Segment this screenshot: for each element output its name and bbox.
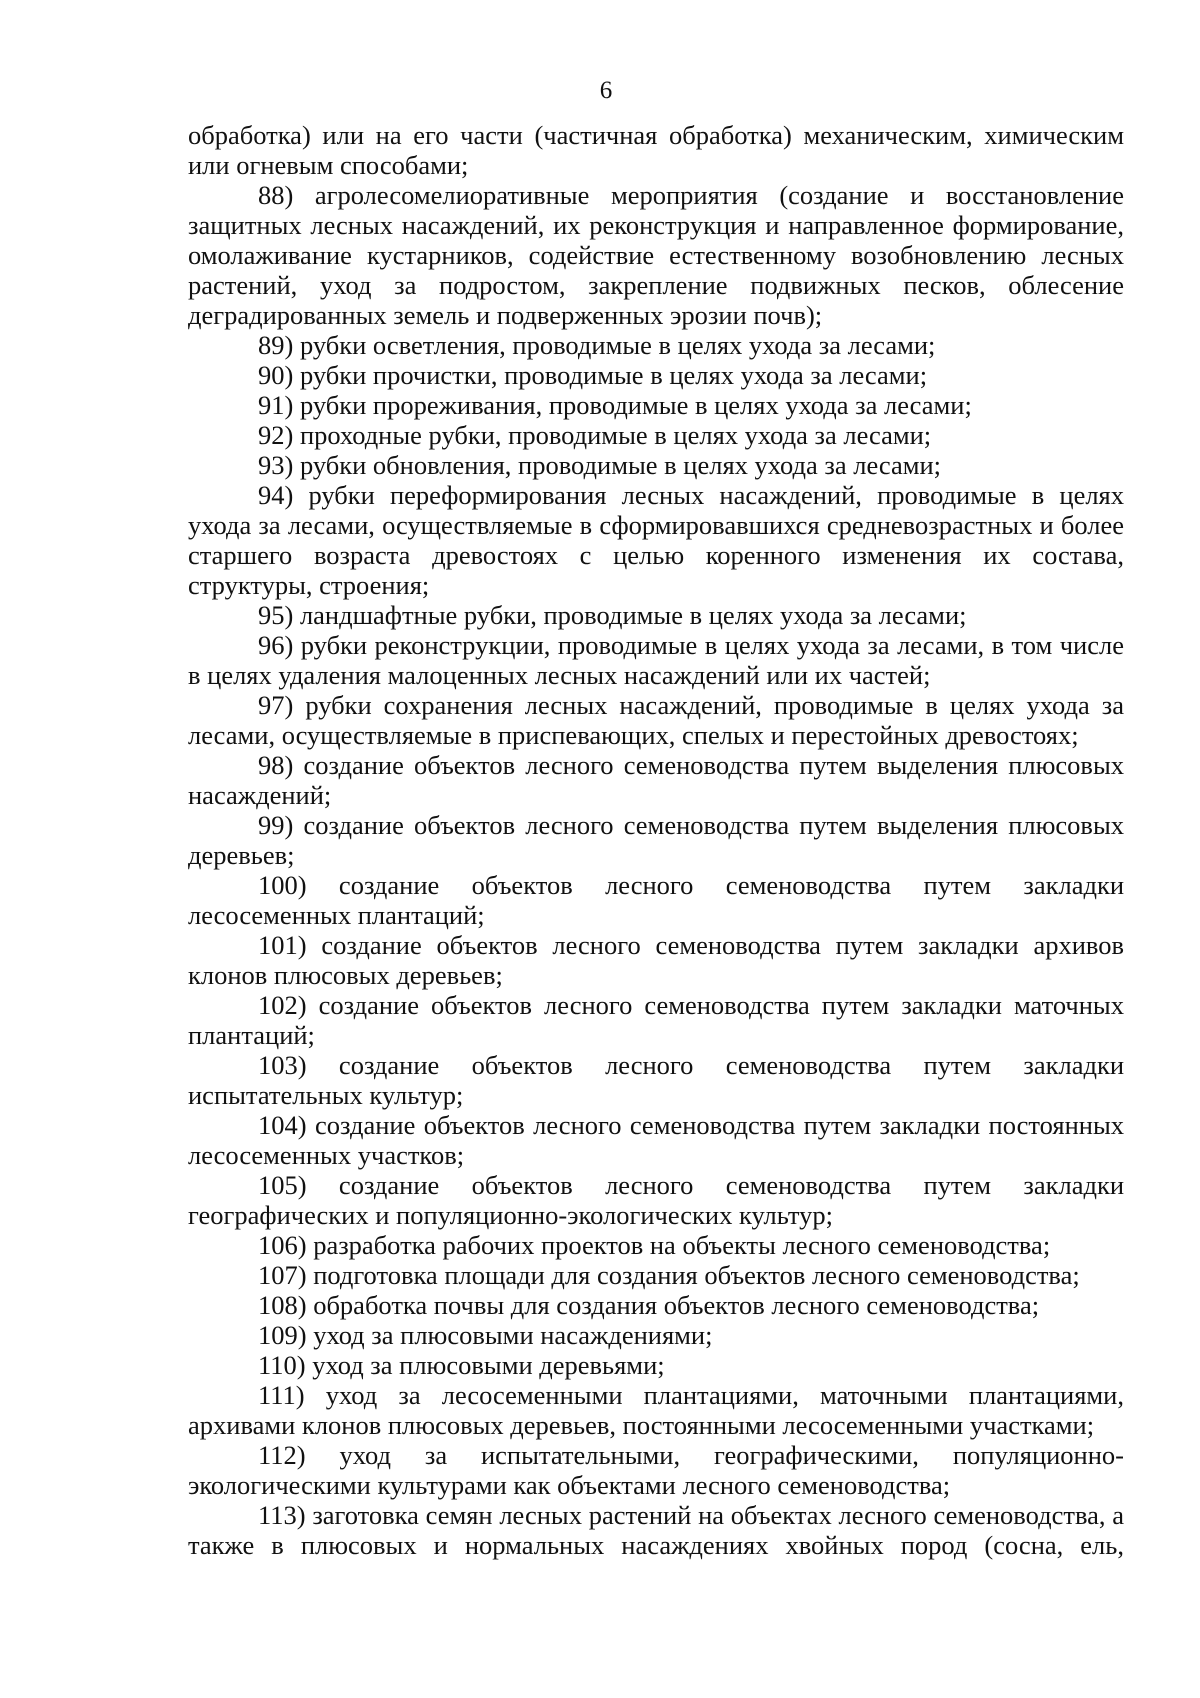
list-item-90: 90) рубки прочистки, проводимые в целях ухода за лесами; [258, 360, 928, 390]
list-item-104: 104) создание объектов лесного семеноводства путем закладки постоянных лесосеменных участков; [188, 1110, 1124, 1170]
list-item-109: 109) уход за плюсовыми насаждениями; [258, 1320, 713, 1350]
list-item-100: 100) создание объектов лесного семеноводства путем закладки лесосеменных плантаций; [188, 870, 1124, 930]
list-item-101: 101) создание объектов лесного семеноводства путем закладки архивов клонов плюсовых деревьев; [188, 930, 1124, 990]
list-item-110: 110) уход за плюсовыми деревьями; [258, 1350, 665, 1380]
list-item-98: 98) создание объектов лесного семеноводства путем выделения плюсовых насаждений; [188, 750, 1124, 810]
list-item-102: 102) создание объектов лесного семеноводства путем закладки маточных плантаций; [188, 990, 1124, 1050]
list-item-89: 89) рубки осветления, проводимые в целях ухода за лесами; [258, 330, 936, 360]
paragraph-continuation: обработка) или на его части (частичная обработка) механическим, химическим или огневым способами; [188, 120, 1124, 180]
list-item-99: 99) создание объектов лесного семеноводства путем выделения плюсовых деревьев; [188, 810, 1124, 870]
list-item-95: 95) ландшафтные рубки, проводимые в целях ухода за лесами; [258, 600, 967, 630]
list-item-107: 107) подготовка площади для создания объектов лесного семеноводства; [258, 1260, 1080, 1290]
list-item-88: 88) агролесомелиоративные мероприятия (создание и восстановление защитных лесных насаждений, их реконструкция и направленное формирование, омолаживание кустарников, содействие естественному возобновлению лесных растений, уход за подростом, закрепление подвижных песков, облесение деградированных земель и подверженных эрозии почв); [188, 180, 1124, 330]
list-item-108: 108) обработка почвы для создания объектов лесного семеноводства; [258, 1290, 1040, 1320]
list-item-96: 96) рубки реконструкции, проводимые в целях ухода за лесами, в том числе в целях удаления малоценных лесных насаждений или их частей; [188, 630, 1124, 690]
list-item-93: 93) рубки обновления, проводимые в целях ухода за лесами; [258, 450, 942, 480]
list-item-91: 91) рубки прореживания, проводимые в целях ухода за лесами; [258, 390, 972, 420]
list-item-113: 113) заготовка семян лесных растений на объектах лесного семеноводства, а также в плюсовых и нормальных насаждениях хвойных пород (сосна, ель, [188, 1500, 1124, 1560]
list-item-92: 92) проходные рубки, проводимые в целях ухода за лесами; [258, 420, 932, 450]
list-item-97: 97) рубки сохранения лесных насаждений, проводимые в целях ухода за лесами, осуществляемые в приспевающих, спелых и перестойных древостоях; [188, 690, 1124, 750]
list-item-112: 112) уход за испытательными, географическими, популяционно-экологическими культурами как объектами лесного семеноводства; [188, 1440, 1124, 1500]
list-item-94: 94) рубки переформирования лесных насаждений, проводимые в целях ухода за лесами, осуществляемые в сформировавшихся средневозрастных и более старшего возраста древостоях с целью коренного изменения их состава, структуры, строения; [188, 480, 1124, 600]
list-item-103: 103) создание объектов лесного семеноводства путем закладки испытательных культур; [188, 1050, 1124, 1110]
document-body [188, 120, 1124, 1560]
list-item-106: 106) разработка рабочих проектов на объекты лесного семеноводства; [258, 1230, 1051, 1260]
list-item-111: 111) уход за лесосеменными плантациями, маточными плантациями, архивами клонов плюсовых деревьев, постоянными лесосеменными участками; [188, 1380, 1124, 1440]
list-item-105: 105) создание объектов лесного семеноводства путем закладки географических и популяционно-экологических культур; [188, 1170, 1124, 1230]
page-number: 6 [599, 77, 613, 104]
